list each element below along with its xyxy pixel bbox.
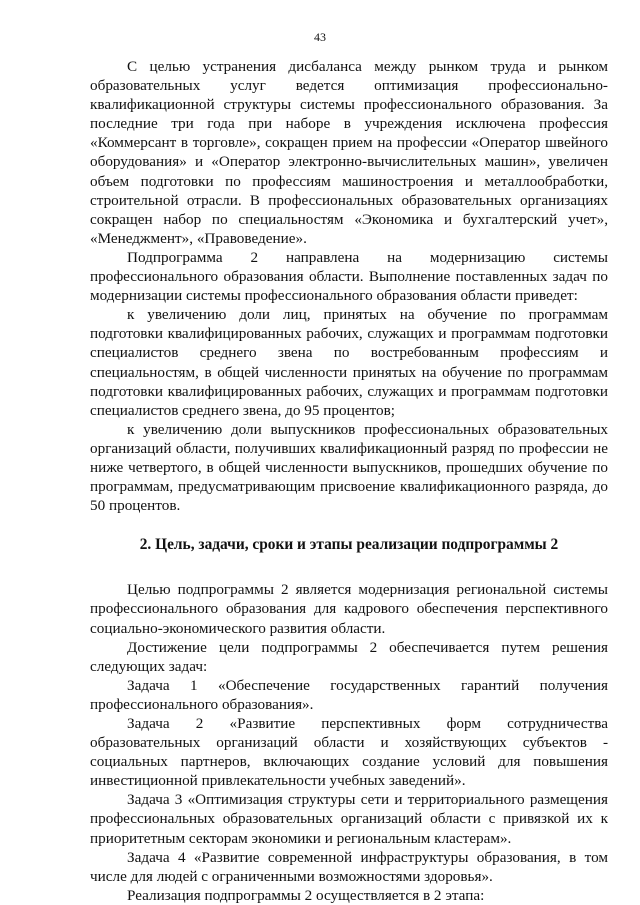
paragraph: Задача 4 «Развитие современной инфраструктуры образования, в том числе для людей с ограниченными возможностями здоровья». [90, 848, 608, 885]
paragraph: к увеличению доли лиц, принятых на обучение по программам подготовки квалифицированных рабочих, служащих и программам подготовки специалистов среднего звена по востребованным профессиям и специальностям, в общей численности принятых на обучение по программам подготовки квалифицированных рабочих, служащих и программам подготовки специалистов среднего звена, до 95 процентов; [90, 306, 608, 419]
document-body [90, 57, 608, 905]
paragraph: С целью устранения дисбаланса между рынком труда и рынком образовательных услуг ведется оптимизация профессионально-квалификационной структуры системы профессионального образования. За последние три года при наборе в учреждения исключена профессия «Коммерсант в торговле», сокращен прием на профессии «Оператор швейного оборудования» и «Оператор электронно-вычислительных машин», увеличен объем подготовки по профессиям машиностроения и металлообработки, строительной отрасли. В профессиональных образовательных организациях сокращен набор по специальностям «Экономика и бухгалтерский учет», «Менеджмент», «Правоведение». [90, 58, 608, 247]
section-heading: 2. Цель, задачи, сроки и этапы реализации подпрограммы 2 [139, 536, 559, 554]
page-number: 43 [314, 30, 326, 44]
paragraph: Целью подпрограммы 2 является модернизация региональной системы профессионального образования для кадрового обеспечения перспективного социально-экономического развития области. [90, 581, 608, 637]
paragraph: Реализация подпрограммы 2 осуществляется в 2 этапа: [127, 886, 485, 904]
paragraph: к увеличению доли выпускников профессиональных образовательных организаций области, получивших квалификационный разряд по профессии не ниже четвертого, в общей численности выпускников, прошедших обучение по программам, предусматривающим присвоение квалификационного разряда, до 50 процентов. [90, 420, 608, 515]
paragraph: Задача 2 «Развитие перспективных форм сотрудничества образовательных организаций области и хозяйствующих субъектов - социальных партнеров, включающих создание условий для повышения инвестиционной привлекательности учебных заведений». [90, 715, 608, 790]
paragraph: Достижение цели подпрограммы 2 обеспечивается путем решения следующих задач: [90, 638, 608, 675]
paragraph: Задача 1 «Обеспечение государственных гарантий получения профессионального образования». [90, 676, 608, 713]
paragraph: Подпрограмма 2 направлена на модернизацию системы профессионального образования области. Выполнение поставленных задач по модернизации системы профессионального образования области приведет: [90, 248, 608, 305]
paragraph: Задача 3 «Оптимизация структуры сети и территориального размещения профессиональных образовательных организаций области с привязкой их к приоритетным секторам экономики и региональным кластерам». [90, 791, 608, 847]
